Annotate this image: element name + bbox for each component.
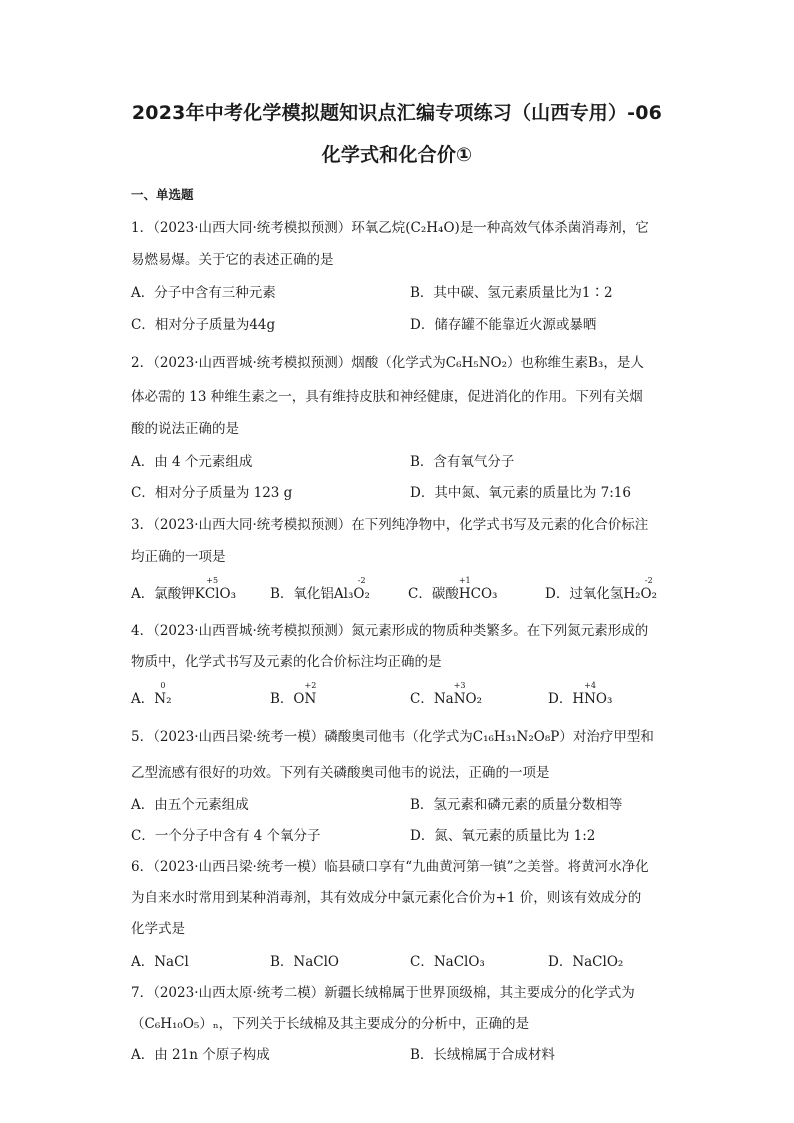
q1-option-a: A．分子中含有三种元素 [131,285,276,301]
q4-option-d-suffix: O₃ [595,691,613,707]
page-title-line-1: 2023年中考化学模拟题知识点汇编专项练习（山西专用）-06 [131,102,663,124]
q2-stem-c: ，是人 [603,355,644,371]
q2-option-a: A．由 4 个元素组成 [131,454,253,470]
q1-option-c: C．相对分子质量为44g [131,317,276,333]
q2-option-d: D．其中氮、氧元素的质量比为 7:16 [410,485,631,501]
q3-option-b-prefix: Al₃ [333,586,354,602]
q3-option-c-suffix: CO₃ [470,586,498,602]
q4-option-c [410,681,483,708]
q5-stem-line-1 [131,728,654,746]
q3-option-c-valence: +1 [458,576,471,585]
q7-option-a: A．由 21n 个原子构成 [131,1047,270,1063]
q3-option-b-symbol: O₂ [353,586,370,602]
q2-stem-a: 2．（2023·山西晋城·统考模拟预测）烟酸（化学式为 [131,355,446,371]
q6-option-d: D．NaClO₂ [548,954,624,970]
q4-option-c-label: C． [410,691,434,707]
q4-option-d-prefix: H [572,691,585,707]
q3-option-c [408,576,498,603]
q1-stem-line-1 [131,219,649,237]
q2-formula: C₆H₅NO₂ [445,355,507,371]
q6-option-c: C．NaClO₃ [410,954,485,970]
q4-option-a-label: A． [131,691,155,707]
q6-option-a: A．NaCl [131,954,189,970]
q3-option-d-symbol: O₂ [640,586,657,602]
q3-option-b-label: B．氧化铝 [270,586,334,602]
q7-option-b: B．长绒棉属于合成材料 [410,1047,555,1063]
q4-option-c-suffix: O₂ [465,691,483,707]
q1-option-d: D．储存罐不能靠近火源或暴晒 [410,317,597,333]
q4-option-c-element [453,681,466,708]
q3-stem-line-2: 均正确的一项是 [131,549,226,565]
page-title-line-2: 化学式和化合价① [321,144,473,166]
q3-option-c-label: C．碳酸 [408,586,459,602]
q2-stem-line-2: 体必需的 13 种维生素之一，具有维持皮肤和神经健康，促进消化的作用。下列有关烟 [131,389,643,405]
q3-option-d [545,576,657,603]
q3-option-d-label: D．过氧化氢 [545,586,624,602]
q4-option-a-symbol: N₂ [154,691,172,707]
q3-option-b [270,576,370,603]
q4-option-c-prefix: Na [433,691,454,707]
q3-option-a-prefix: K [194,586,205,602]
q7-stem-line-1: 7．（2023·山西太原·统考二模）新疆长绒棉属于世界顶级棉，其主要成分的化学式为 [131,985,635,1001]
q2-stem-b: ）也称维生素 [507,355,588,371]
q4-option-a [131,681,172,708]
q1-stem-line-2: 易燃易爆。关于它的表述正确的是 [131,252,334,268]
q6-option-b: B．NaClO [270,954,339,970]
q5-formula: C₁₆H₃₁N₂O₈P [472,729,560,745]
q4-option-d-symbol: N [584,691,596,707]
q3-option-b-element [353,576,370,603]
q3-option-a-symbol: Cl [204,586,220,602]
q5-stem-a: 5．（2023·山西吕梁·统考一模）磷酸奥司他韦（化学式为 [131,729,473,745]
q5-option-a: A．由五个元素组成 [131,797,249,813]
q3-option-d-prefix: H₂ [623,586,641,602]
q6-stem-line-2: 为自来水时常用到某种消毒剂，其有效成分中氯元素化合价为+1 价，则该有效成分的 [131,890,642,906]
q3-option-a [131,576,236,603]
q3-option-a-label: A．氯酸钾 [131,586,195,602]
q4-option-d [548,681,613,708]
q3-option-a-suffix: O₃ [219,586,236,602]
q4-option-b-element [304,681,317,708]
q5-stem-b: ）对治疗甲型和 [559,729,654,745]
q3-option-c-element [458,576,471,603]
q2-stem-line-3: 酸的说法正确的是 [131,421,239,437]
q4-option-d-element [584,681,596,708]
q4-option-b-symbol: N [304,691,317,707]
q3-stem-line-1: 3．（2023·山西大同·统考模拟预测）在下列纯净物中，化学式书写及元素的化合价标注 [131,517,649,533]
q1-option-b: B．其中碳、氢元素质量比为1∶2 [410,285,613,301]
q4-option-c-symbol: N [453,691,466,707]
section-heading: 一、单选题 [131,187,194,202]
q5-option-b: B．氢元素和磷元素的质量分数相等 [410,797,623,813]
q4-option-b-label: B． [270,691,294,707]
q1-stem-a: 1．（2023·山西大同·统考模拟预测）环氧乙烷 [131,220,406,236]
q3-option-d-valence: -2 [644,576,653,585]
q1-formula: (C₂H₄O) [405,220,460,236]
q3-option-d-element [640,576,657,603]
q4-option-a-element [154,681,172,708]
q6-stem-line-3: 化学式是 [131,921,185,937]
q4-option-b-prefix: O [293,691,305,707]
q2-option-c: C．相对分子质量为 123 g [131,485,293,501]
q4-stem-line-1: 4．（2023·山西晋城·统考模拟预测）氮元素形成的物质种类繁多。在下列氮元素形成的 [131,623,649,639]
q2-option-b: B．含有氧气分子 [410,454,515,470]
q1-stem-b: 是一种高效气体杀菌消毒剂，它 [459,220,649,236]
q2-stem-line-1 [131,354,644,372]
q7-stem-line-2: （C₆H₁₀O₅）ₙ，下列关于长绒棉及其主要成分的分析中，正确的是 [131,1016,530,1032]
q4-option-b [270,681,317,708]
q2-vitamin: B₃ [588,355,604,371]
q5-option-d: D．氮、氧元素的质量比为 1:2 [410,828,596,844]
q3-option-c-symbol: H [458,586,471,602]
q4-option-d-valence: +4 [584,681,596,690]
q4-option-a-valence: 0 [160,681,166,690]
q3-option-a-valence: +5 [206,576,219,585]
q3-option-a-element [204,576,220,603]
q5-option-c: C．一个分子中含有 4 个氧分子 [131,828,321,844]
q6-stem-line-1: 6．（2023·山西吕梁·统考一模）临县碛口享有“九曲黄河第一镇”之美誉。将黄河水净化 [131,859,649,875]
q5-stem-line-2: 乙型流感有很好的功效。下列有关磷酸奥司他韦的说法，正确的一项是 [131,765,550,781]
q3-option-b-valence: -2 [357,576,366,585]
q4-stem-line-2: 物质中，化学式书写及元素的化合价标注均正确的是 [131,654,442,670]
q4-option-c-valence: +3 [453,681,466,690]
q4-option-b-valence: +2 [304,681,317,690]
q4-option-d-label: D． [548,691,573,707]
